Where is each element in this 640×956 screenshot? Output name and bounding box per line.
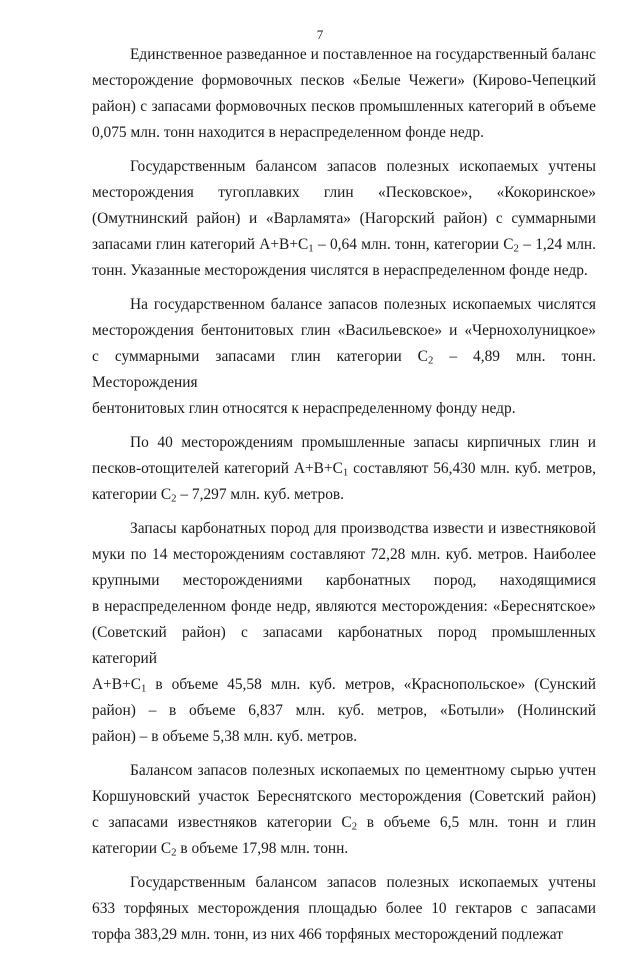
text-line: крупными месторождениями карбонатных пород, находящимися: [92, 572, 596, 590]
text-line: район) – в объеме 5,38 млн. куб. метров.: [92, 727, 358, 745]
text-line: 0,075 млн. тонн находится в нераспределенном фонде недр.: [92, 123, 484, 141]
text-line: (Омутнинский район) и «Варламята» (Нагорский район) с суммарными: [92, 209, 596, 227]
paragraph: [92, 154, 596, 284]
text-line: песков-отощителей категорий $A+B+C_1$ составляют 56,430 млн. куб. метров,: [92, 460, 596, 479]
paragraph: [92, 42, 596, 146]
text-line: 633 торфяных месторождения площадью более 10 гектаров с запасами: [92, 900, 596, 918]
text-line: бентонитовых глин относятся к нераспределенному фонду недр.: [92, 399, 516, 417]
text-line: тонн. Указанные месторождения числятся в нераспределенном фонде недр.: [92, 261, 588, 279]
text-line: район) с запасами формовочных песков промышленных категорий в объеме: [92, 97, 596, 115]
text-line: торфа 383,29 млн. тонн, из них 466 торфяных месторождений подлежат: [92, 926, 563, 943]
paragraph: [92, 758, 596, 862]
text-line: с суммарными запасами глин категории $C_2 - 4,89$ млн. тонн. Месторождения: [92, 347, 596, 391]
text-line: Государственным балансом запасов полезных ископаемых учтены: [130, 158, 596, 176]
text-line: Балансом запасов полезных ископаемых по цементному сырью учтен: [130, 762, 596, 780]
text-line: Государственным балансом запасов полезных ископаемых учтены: [130, 874, 596, 892]
body-text: [92, 42, 596, 956]
text-line: в нераспределенном фонде недр, являются месторождения: «Береснятское»: [92, 598, 596, 616]
text-line: $A+B+C_1$ в объеме 45,58 млн. куб. метров, «Краснопольское» (Сунский: [92, 675, 596, 695]
text-line: категории $C_2 - 7,297$ млн. куб. метров.: [92, 486, 345, 505]
paragraph: [92, 430, 596, 508]
text-line: месторождение формовочных песков «Белые Чежеги» (Кирово-Чепецкий: [92, 71, 596, 89]
text-line: Коршуновский участок Береснятского месторождения (Советский район): [92, 787, 596, 805]
paragraph: [92, 292, 596, 422]
text-line: месторождения бентонитовых глин «Васильевское» и «Чернохолуницкое»: [92, 322, 596, 340]
text-line: месторождения тугоплавких глин «Песковское», «Кокоринское»: [92, 184, 596, 202]
text-line: район) – в объеме 6,837 млн. куб. метров, «Ботыли» (Нолинский: [92, 701, 596, 719]
text-line: (Советский район) с запасами карбонатных пород промышленных категорий: [92, 624, 596, 667]
text-line: Единственное разведанное и поставленное на государственный баланс: [130, 46, 596, 63]
page-number: 7: [316, 27, 324, 42]
text-line: запасами глин категорий $A+B+C_1 - 0,64$ млн. тонн, категории $C_2 - 1,24$ млн.: [92, 235, 596, 255]
text-line: муки по 14 месторождениям составляют 72,28 млн. куб. метров. Наиболее: [92, 546, 596, 564]
paragraph: [92, 870, 596, 948]
paragraph: [92, 516, 596, 749]
text-line: Запасы карбонатных пород для производства извести и известняковой: [130, 520, 596, 538]
text-line: На государственном балансе запасов полезных ископаемых числятся: [130, 296, 596, 314]
text-line: категории $C_2$ в объеме 17,98 млн. тонн.: [92, 839, 349, 859]
text-line: с запасами известняков категории $C_2$ в объеме 6,5 млн. тонн и глин: [92, 813, 596, 833]
text-line: По 40 месторождениям промышленные запасы кирпичных глин и: [130, 434, 596, 452]
